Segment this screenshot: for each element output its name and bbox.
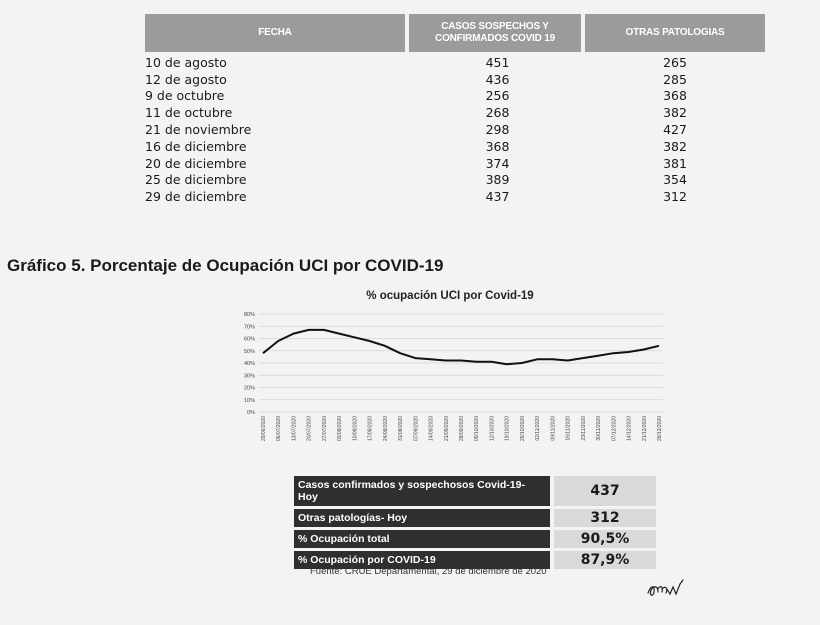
cell-fecha: 20 de diciembre	[145, 155, 247, 171]
table-row	[145, 104, 765, 121]
cell-fecha: 10 de agosto	[145, 54, 227, 70]
cell-otras: 285	[663, 71, 687, 87]
summary-label: % Ocupación total	[294, 530, 550, 548]
y-tick-label: 50%	[243, 348, 255, 355]
x-tick-label: 17/08/2020	[367, 416, 374, 442]
summary-label: Otras patologías- Hoy	[294, 509, 550, 527]
summary-value: 312	[554, 509, 656, 527]
summary-value: 437	[554, 476, 656, 506]
cell-casos: 368	[485, 138, 510, 154]
summary-label: Casos confirmados y sospechosos Covid-19- Hoy	[294, 476, 550, 506]
x-tick-label: 20/07/2020	[306, 416, 313, 442]
summary-row	[294, 509, 656, 527]
x-tick-label: 26/10/2020	[519, 416, 526, 442]
x-tick-label: 28/09/2020	[459, 416, 465, 442]
summary-row	[294, 530, 656, 548]
table-header	[145, 14, 765, 52]
header-fecha: FECHA	[145, 14, 405, 52]
x-tick-label: 03/08/2020	[337, 416, 344, 442]
x-tick-label: 19/10/2020	[504, 416, 511, 442]
y-tick-label: 30%	[243, 373, 255, 380]
section-title: Gráfico 5. Porcentaje de Ocupación UCI por COVID-19	[7, 256, 444, 275]
cell-casos: 437	[485, 189, 510, 205]
y-tick-label: 0%	[247, 410, 255, 416]
cell-otras: 382	[663, 105, 687, 121]
chart-title: % ocupación UCI por Covid-19	[366, 290, 534, 302]
cell-otras: 312	[663, 189, 687, 205]
table-row	[145, 121, 765, 138]
cell-casos: 374	[485, 155, 510, 171]
y-tick-label: 20%	[243, 385, 255, 392]
x-tick-label: 07/09/2020	[413, 416, 420, 442]
cell-otras: 368	[663, 88, 687, 104]
x-tick-label: 07/12/2020	[611, 416, 618, 442]
cell-fecha: 11 de octubre	[145, 105, 233, 121]
x-tick-label: 30/11/2020	[596, 416, 603, 441]
summary-value: 87,9%	[554, 551, 656, 569]
x-tick-label: 28/12/2020	[657, 416, 663, 442]
x-tick-label: 23/11/2020	[580, 416, 587, 441]
table-row	[145, 71, 765, 88]
table-row	[145, 54, 765, 71]
cell-casos: 298	[485, 122, 510, 138]
x-tick-label: 27/07/2020	[321, 416, 328, 442]
cell-otras: 265	[663, 54, 687, 70]
table-row	[145, 155, 765, 172]
summary-value: 90,5%	[554, 530, 656, 548]
cell-otras: 427	[663, 122, 687, 138]
table-row	[145, 188, 765, 205]
header-otras: OTRAS PATOLOGIAS	[585, 14, 765, 52]
cell-casos: 436	[485, 71, 510, 87]
header-casos: CASOS SOSPECHOS Y CONFIRMADOS COVID 19	[409, 14, 581, 52]
cell-fecha: 16 de diciembre	[145, 138, 247, 154]
x-tick-label: 14/12/2020	[626, 416, 633, 442]
x-tick-label: 21/09/2020	[443, 416, 450, 442]
cell-fecha: 9 de octubre	[145, 88, 225, 104]
x-tick-label: 21/12/2020	[641, 416, 648, 442]
summary-table	[294, 476, 656, 572]
x-tick-label: 10/08/2020	[352, 416, 359, 442]
cell-fecha: 25 de diciembre	[145, 172, 247, 188]
table-row	[145, 88, 765, 105]
cell-fecha: 21 de noviembre	[145, 122, 252, 138]
summary-label: % Ocupación por COVID-19	[294, 551, 550, 569]
cell-casos: 256	[485, 88, 510, 104]
x-tick-label: 02/11/2020	[535, 416, 542, 441]
cell-fecha: 29 de diciembre	[145, 189, 247, 205]
x-tick-label: 31/08/2020	[398, 416, 405, 442]
cell-casos: 268	[485, 105, 510, 121]
y-tick-label: 60%	[243, 336, 255, 343]
source-note: Fuente: CRUE Departamental, 29 de diciembre de 2020	[310, 566, 547, 577]
x-tick-label: 14/09/2020	[428, 416, 435, 442]
cell-otras: 381	[663, 155, 687, 171]
x-tick-label: 16/11/2020	[565, 416, 572, 441]
signature	[645, 577, 693, 601]
occupancy-chart	[225, 290, 675, 460]
x-tick-label: 05/10/2020	[474, 416, 481, 442]
y-tick-label: 10%	[243, 397, 255, 404]
table-row	[145, 138, 765, 155]
series-line	[263, 330, 659, 364]
x-tick-label: 06/07/2020	[276, 416, 283, 442]
chart-svg	[225, 308, 675, 458]
cell-otras: 354	[663, 172, 687, 188]
x-tick-label: 13/07/2020	[291, 416, 298, 442]
table-row	[145, 172, 765, 189]
summary-row	[294, 476, 656, 506]
y-tick-label: 40%	[243, 361, 255, 367]
table-body	[145, 54, 765, 205]
cell-casos: 389	[485, 172, 510, 188]
cell-otras: 382	[663, 138, 687, 154]
x-tick-label: 09/11/2020	[550, 416, 557, 441]
cell-casos: 451	[485, 54, 510, 70]
x-tick-label: 24/08/2020	[382, 416, 389, 442]
cell-fecha: 12 de agosto	[145, 71, 227, 87]
y-tick-label: 70%	[243, 324, 255, 331]
x-tick-label: 12/10/2020	[489, 416, 496, 442]
x-tick-label: 29/06/2020	[261, 416, 267, 442]
y-tick-label: 80%	[243, 312, 255, 318]
